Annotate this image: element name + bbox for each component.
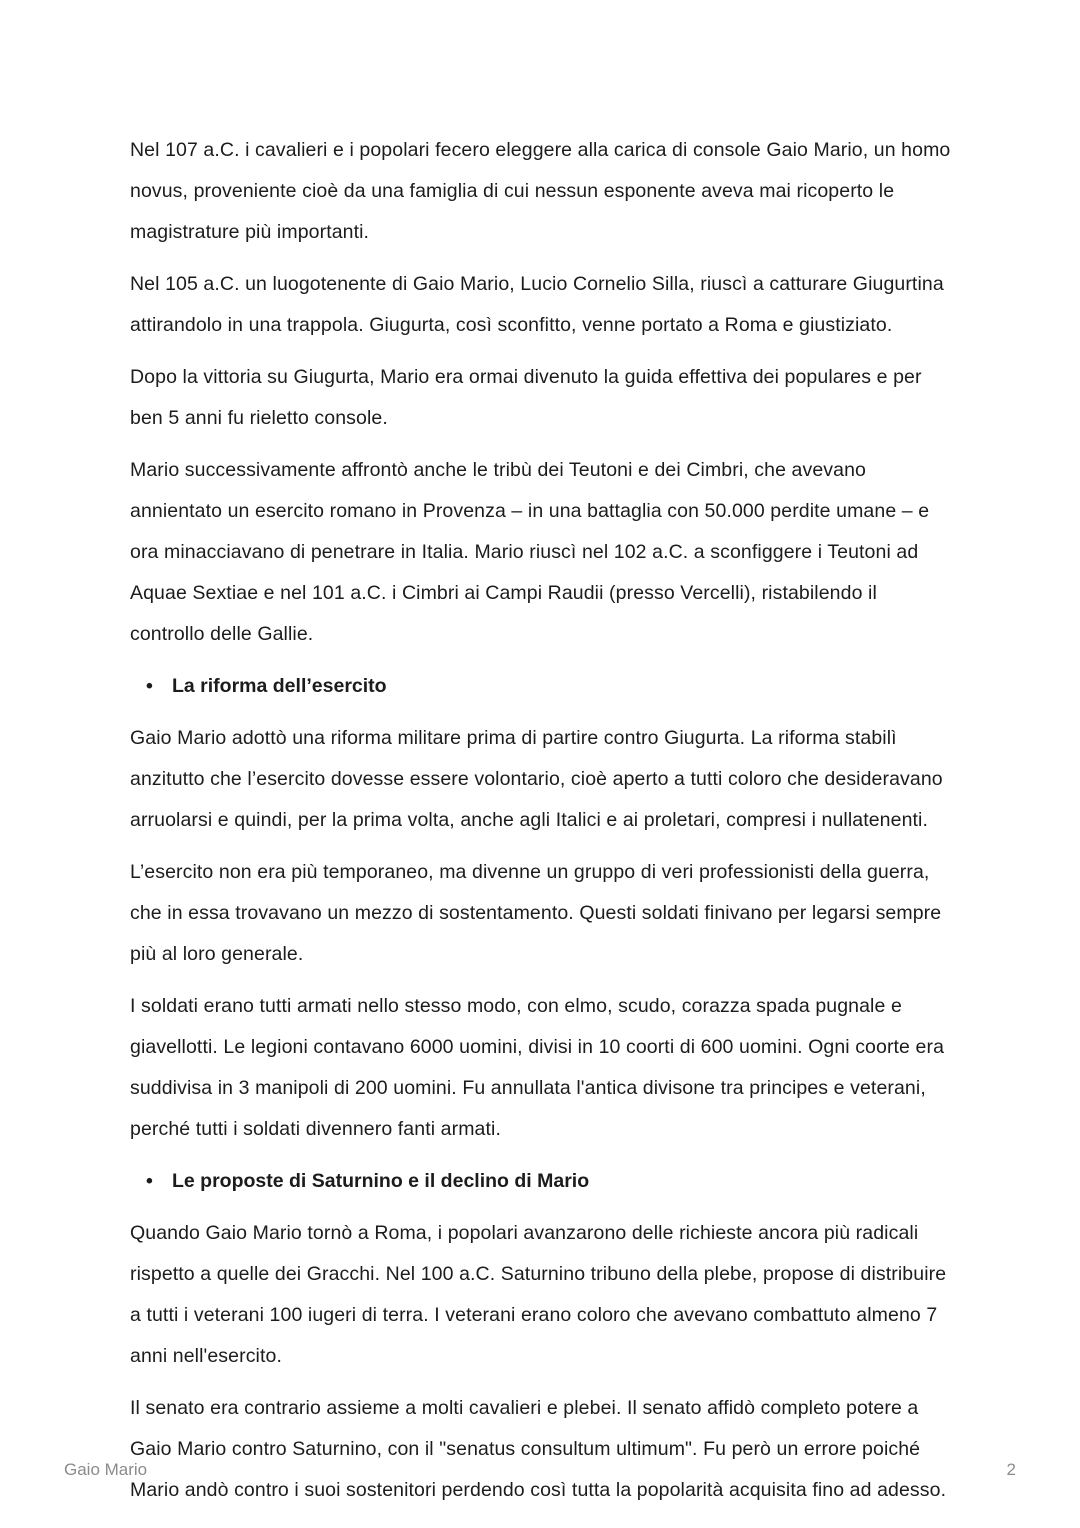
paragraph: Gaio Mario adottò una riforma militare prima di partire contro Giugurta. La riforma stabilì anzitutto che l’esercito dovesse essere volontario, cioè aperto a tutti coloro che desideravano arruolarsi e quindi, per la prima volta, anche agli Italici e ai proletari, compresi i nullatenenti. <box>130 727 943 831</box>
bullet-icon: • <box>146 1170 153 1192</box>
paragraph: Mario successivamente affrontò anche le tribù dei Teutoni e dei Cimbri, che avevano annientato un esercito romano in Provenza – in una battaglia con 50.000 perdite umane – e ora minacciavano di penetrare in Italia. Mario riuscì nel 102 a.C. a sconfiggere i Teutoni ad Aquae Sextiae e nel 101 a.C. i Cimbri ai Campi Raudii (presso Vercelli), ristabilendo il controllo delle Gallie. <box>130 459 930 645</box>
section-heading <box>130 666 952 707</box>
section-heading-text: Le proposte di Saturnino e il declino di Mario <box>172 1170 590 1192</box>
section-heading-text: La riforma dell’esercito <box>172 675 387 697</box>
footer-document-title: Gaio Mario <box>64 1460 148 1479</box>
footer-page-number: 2 <box>1006 1460 1016 1479</box>
paragraph: L’esercito non era più temporaneo, ma divenne un gruppo di veri professionisti della guerra, che in essa trovavano un mezzo di sostentamento. Questi soldati finivano per legarsi sempre più al loro generale. <box>130 861 942 965</box>
paragraph: Il senato era contrario assieme a molti cavalieri e plebei. Il senato affidò completo potere a Gaio Mario contro Saturnino, con il "senatus consultum ultimum". Fu però un errore poiché Mario andò contro i suoi sostenitori perdendo così tutta la popolarità acquisita fino ad adesso. <box>130 1397 947 1501</box>
document-body <box>130 130 952 1522</box>
section-heading <box>130 1161 952 1202</box>
bullet-icon: • <box>146 675 153 697</box>
paragraph: Dopo la vittoria su Giugurta, Mario era ormai divenuto la guida effettiva dei populares e per ben 5 anni fu rieletto console. <box>130 366 922 429</box>
paragraph: Nel 105 a.C. un luogotenente di Gaio Mario, Lucio Cornelio Silla, riuscì a catturare Giugurtina attirandolo in una trappola. Giugurta, così sconfitto, venne portato a Roma e giustiziato. <box>130 273 944 336</box>
paragraph: Quando Gaio Mario tornò a Roma, i popolari avanzarono delle richieste ancora più radicali rispetto a quelle dei Gracchi. Nel 100 a.C. Saturnino tribuno della plebe, propose di distribuire a tutti i veterani 100 iugeri di terra. I veterani erano coloro che avevano combattuto almeno 7 anni nell'esercito. <box>130 1222 947 1367</box>
paragraph: I soldati erano tutti armati nello stesso modo, con elmo, scudo, corazza spada pugnale e giavellotti. Le legioni contavano 6000 uomini, divisi in 10 coorti di 600 uomini. Ogni coorte era suddivisa in 3 manipoli di 200 uomini. Fu annullata l'antica divisone tra principes e veterani, perché tutti i soldati divennero fanti armati. <box>130 995 945 1140</box>
page-footer <box>0 1460 1080 1480</box>
paragraph: Nel 107 a.C. i cavalieri e i popolari fecero eleggere alla carica di console Gaio Mario, un homo novus, proveniente cioè da una famiglia di cui nessun esponente aveva mai ricoperto le magistrature più importanti. <box>130 139 951 243</box>
